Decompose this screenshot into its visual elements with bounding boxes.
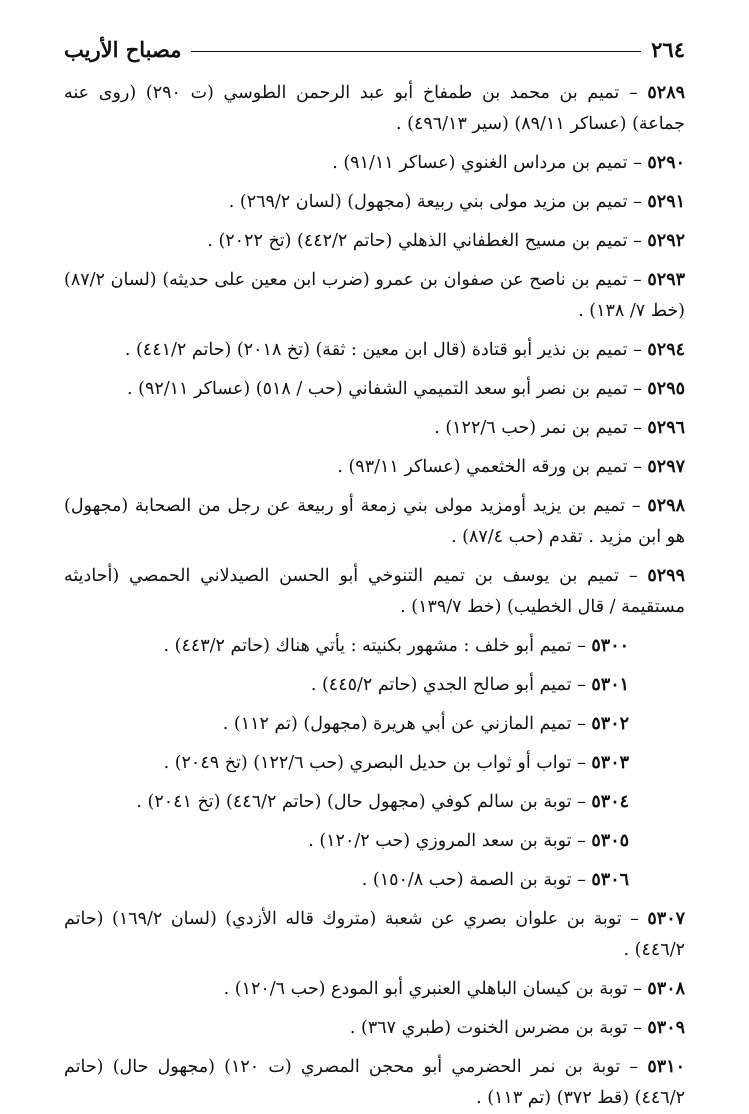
entry-text: تواب أو ثواب بن حديل البصري (حب ١٢٢/٦) (تخ ٢٠٤٩) . <box>163 753 572 773</box>
entry-dash: – <box>627 192 648 212</box>
list-item <box>64 561 685 623</box>
entry-number: ٥٢٩١ <box>647 192 685 212</box>
entry-dash: – <box>619 83 648 103</box>
entry-number: ٥٣٠٦ <box>591 870 629 890</box>
entry-number: ٥٢٩٤ <box>647 340 685 360</box>
entry-text: تميم بن نمر (حب ١٢٢/٦) . <box>434 418 628 438</box>
list-item <box>64 187 685 218</box>
entry-text: تميم بن يزيد أومزيد مولى بني زمعة أو ربيعة عن رجل من الصحابة (مجهول) هو ابن مزيد . تقدم (حب ٨٧/٤) . <box>64 496 685 547</box>
entry-dash: – <box>627 979 648 999</box>
list-item <box>64 826 685 857</box>
entry-dash: – <box>571 831 592 851</box>
entry-dash: – <box>627 379 648 399</box>
entry-text: توبة بن علوان بصري عن شعبة (متروك قاله الأزدي) (لسان ١٦٩/٢) (حاتم ٤٤٦/٢) . <box>64 909 685 960</box>
list-item <box>64 265 685 327</box>
entry-number: ٥٢٩٩ <box>647 566 685 586</box>
list-item <box>64 413 685 444</box>
list-item <box>64 974 685 1005</box>
entry-dash: – <box>619 566 648 586</box>
entry-dash: – <box>627 418 648 438</box>
header-rule <box>191 51 641 52</box>
entry-text: تميم بن مرداس الغنوي (عساكر ٩١/١١) . <box>332 153 628 173</box>
entry-dash: – <box>621 909 648 929</box>
entry-number: ٥٢٩٧ <box>647 457 685 477</box>
list-item <box>64 1013 685 1044</box>
entry-text: تميم بن مسيح الغطفاني الذهلي (حاتم ٤٤٢/٢) (تخ ٢٠٢٢) . <box>207 231 628 251</box>
list-item <box>64 709 685 740</box>
entry-number: ٥٢٩٨ <box>647 496 685 516</box>
page-header <box>64 34 685 64</box>
entry-number: ٥٢٩٣ <box>647 270 685 290</box>
entry-text: تميم بن ناصح عن صفوان بن عمرو (ضرب ابن معين على حديثه) (لسان ٨٧/٢) (خط ٧/ ١٣٨) . <box>64 270 685 321</box>
entry-dash: – <box>571 714 592 734</box>
list-item <box>64 787 685 818</box>
entry-number: ٥٣٠٨ <box>647 979 685 999</box>
list-item <box>64 631 685 662</box>
entry-text: تميم بن ورقه الخثعمي (عساكر ٩٣/١١) . <box>337 457 628 477</box>
entries-list <box>64 78 685 1114</box>
list-item <box>64 374 685 405</box>
entry-number: ٥٣٠٥ <box>591 831 629 851</box>
entry-dash: – <box>627 231 648 251</box>
list-item <box>64 226 685 257</box>
entry-number: ٥٣٠٩ <box>647 1018 685 1038</box>
list-item <box>64 1052 685 1114</box>
list-item <box>64 335 685 366</box>
entry-text: تميم بن نصر أبو سعد التميمي الشفاني (حب / ٥١٨) (عساكر ٩٢/١١) . <box>127 379 628 399</box>
entry-dash: – <box>627 153 648 173</box>
entry-text: توبة بن كيسان الباهلي العنبري أبو المودع (حب ١٢٠/٦) . <box>223 979 628 999</box>
book-title: مصباح الأريب <box>64 36 182 62</box>
entry-text: توبة بن مضرس الخنوت (طبري ٣٦٧) . <box>349 1018 628 1038</box>
entry-text: توبة بن سالم كوفي (مجهول حال) (حاتم ٤٤٦/٢) (تخ ٢٠٤١) . <box>136 792 572 812</box>
entry-text: تميم المازني عن أبي هريرة (مجهول) (تم ١١٢) . <box>222 714 572 734</box>
entry-dash: – <box>571 675 592 695</box>
list-item <box>64 865 685 896</box>
entry-dash: – <box>571 792 592 812</box>
entry-number: ٥٣٠٧ <box>647 909 685 929</box>
list-item <box>64 452 685 483</box>
entry-text: توبة بن نمر الحضرمي أبو محجن المصري (ت ١٢٠) (مجهول حال) (حاتم ٤٤٦/٢) (قط ٣٧٢) (تم ١١٣) . <box>64 1057 685 1108</box>
entry-text: تميم بن مزيد مولى بني ربيعة (مجهول) (لسان ٢٦٩/٢) . <box>228 192 628 212</box>
entry-number: ٥٢٩٢ <box>647 231 685 251</box>
entry-number: ٥٢٨٩ <box>647 83 685 103</box>
list-item <box>64 904 685 966</box>
entry-number: ٥٣٠٣ <box>591 753 629 773</box>
list-item <box>64 748 685 779</box>
entry-dash: – <box>571 870 592 890</box>
entry-text: تميم بن نذير أبو قتادة (قال ابن معين : ثقة) (تخ ٢٠١٨) (حاتم ٤٤١/٢) . <box>124 340 628 360</box>
entry-text: تميم بن يوسف بن تميم التنوخي أبو الحسن الصيدلاني الحمصي (أحاديثه مستقيمة / قال الخطيب) (خط ١٣٩/٧) . <box>64 566 685 617</box>
entry-number: ٥٢٩٠ <box>647 153 685 173</box>
entry-number: ٥٣٠١ <box>591 675 629 695</box>
list-item <box>64 78 685 140</box>
entry-text: توبة بن الصمة (حب ١٥٠/٨) . <box>361 870 572 890</box>
entry-number: ٥٣٠٤ <box>591 792 629 812</box>
entry-dash: – <box>571 753 592 773</box>
entry-dash: – <box>627 340 648 360</box>
entry-dash: – <box>571 636 592 656</box>
list-item <box>64 670 685 701</box>
entry-dash: – <box>627 457 648 477</box>
entry-dash: – <box>627 1018 648 1038</box>
list-item <box>64 491 685 553</box>
entry-text: تميم أبو خلف : مشهور بكنيته : يأتي هناك (حاتم ٤٤٣/٢) . <box>163 636 572 656</box>
entry-number: ٥٢٩٦ <box>647 418 685 438</box>
entry-number: ٥٢٩٥ <box>647 379 685 399</box>
entry-dash: – <box>627 270 648 290</box>
entry-number: ٥٣٠٠ <box>591 636 629 656</box>
entry-text: تميم أبو صالح الجدي (حاتم ٤٤٥/٢) . <box>310 675 572 695</box>
entry-number: ٥٣١٠ <box>647 1057 685 1077</box>
entry-number: ٥٣٠٢ <box>591 714 629 734</box>
entry-text: تميم بن محمد بن طمفاخ أبو عبد الرحمن الطوسي (ت ٢٩٠) (روى عنه جماعة) (عساكر ٨٩/١١) (سير ٤٩٦/١٣) . <box>64 83 685 134</box>
list-item <box>64 148 685 179</box>
entry-dash: – <box>625 496 648 516</box>
entry-dash: – <box>620 1057 648 1077</box>
page-number: ٢٦٤ <box>651 36 685 62</box>
entry-text: توبة بن سعد المروزي (حب ١٢٠/٢) . <box>308 831 572 851</box>
